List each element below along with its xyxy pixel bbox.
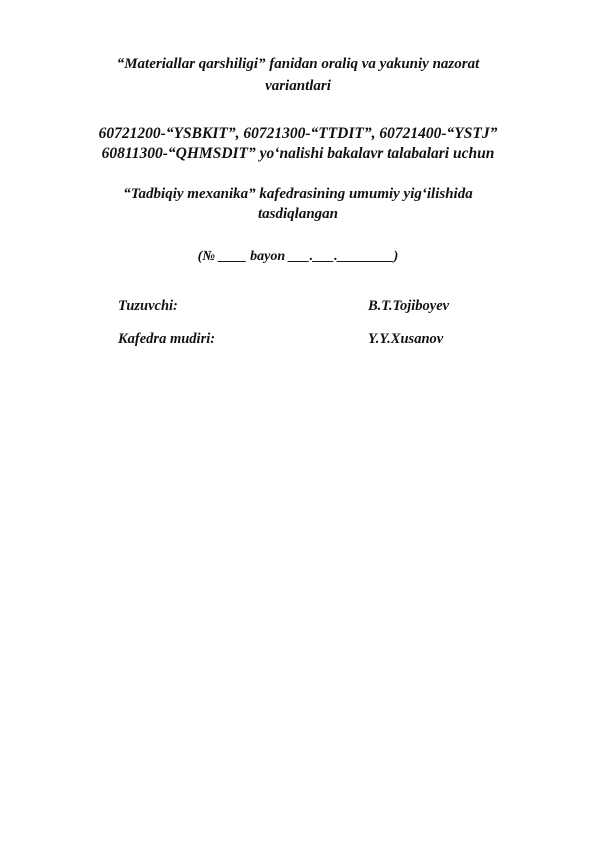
approval-line-2: tasdiqlangan [257,206,339,222]
programs-line-2: 60811300-“QHMSDIT” yo‘nalishi bakalavr talabalari uchun [101,145,495,162]
signature-role-compiler: Tuzuvchi: [118,298,178,314]
signature-name-compiler: B.T.Tojiboyev [368,298,450,314]
signature-name-head: Y.Y.Xusanov [368,331,444,347]
title-line-2: variantlari [265,78,331,94]
title-line-1: “Materiallar qarshiligi” fanidan oraliq va yakuniy nazorat [116,56,480,72]
protocol-line: (№ ____ bayon ___.___.________) [197,249,399,264]
signature-role-head: Kafedra mudiri: [118,331,216,347]
programs-line-1: 60721200-“YSBKIT”, 60721300-“TTDIT”, 60721400-“YSTJ” [98,125,498,142]
approval-line-1: “Tadbiqiy mexanika” kafedrasining umumiy yig‘ilishida [123,186,473,202]
